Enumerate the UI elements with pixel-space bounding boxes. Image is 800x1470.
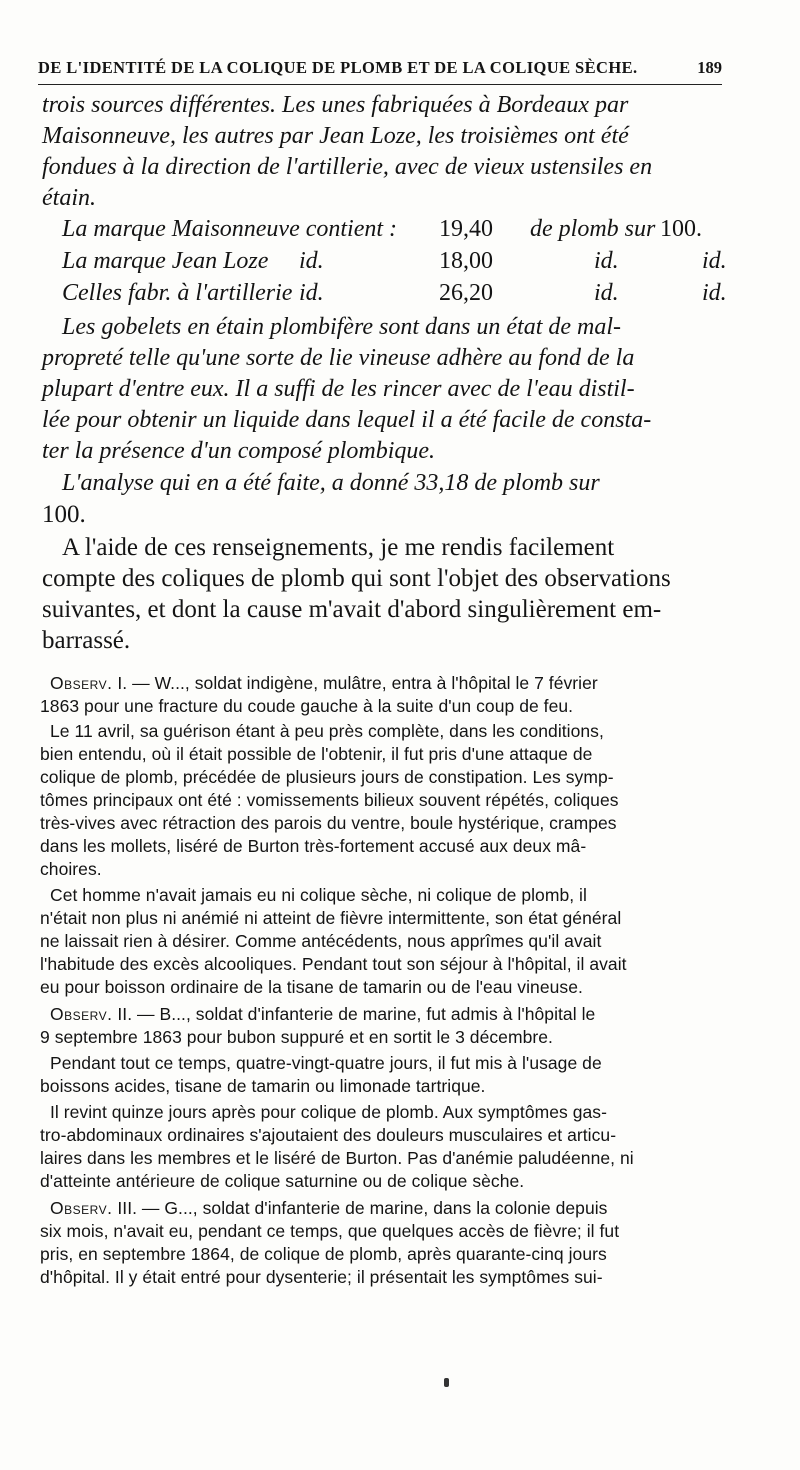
observation-text: III. — G..., soldat d'infanterie de marine, dans la colonie depuis <box>117 1198 608 1218</box>
observation-2-line: Pendant tout ce temps, quatre-vingt-quatre jours, il fut mis à l'usage de <box>50 1053 602 1073</box>
gobelets-line: propreté telle qu'une sorte de lie vineuse adhère au fond de la <box>42 345 635 371</box>
mark-label: La marque Maisonneuve contient : <box>62 216 398 242</box>
observation-text: II. — B..., soldat d'infanterie de marine, fut admis à l'hôpital le <box>117 1004 596 1024</box>
observation-2-line: d'atteinte antérieure de colique saturnine ou de colique sèche. <box>40 1171 525 1191</box>
gobelets-line: lée pour obtenir un liquide dans lequel il a été facile de consta- <box>42 407 652 433</box>
observation-2-line: 9 septembre 1863 pour bubon suppuré et en sortit le 3 décembre. <box>40 1027 553 1047</box>
observation-1-line: eu pour boisson ordinaire de la tisane de tamarin ou de l'eau vineuse. <box>40 977 583 997</box>
observation-2-line: boissons acides, tisane de tamarin ou limonade tartrique. <box>40 1076 486 1096</box>
observation-3-line: d'hôpital. Il y était entré pour dysenterie; il présentait les symptômes sui- <box>40 1267 603 1287</box>
mark-id: id. <box>299 280 324 306</box>
mark-id: id. <box>702 248 727 274</box>
analyse-line: L'analyse qui en a été faite, a donné 33,18 de plomb sur <box>62 470 600 496</box>
observation-1-line: l'habitude des excès alcooliques. Pendant tout son séjour à l'hôpital, il avait <box>40 954 627 974</box>
running-title: DE L'IDENTITÉ DE LA COLIQUE DE PLOMB ET DE LA COLIQUE SÈCHE. <box>38 58 638 77</box>
intro-line: Maisonneuve, les autres par Jean Loze, les troisièmes ont été <box>42 123 629 149</box>
mark-label: La marque Jean Loze <box>62 248 269 274</box>
intro-line: fondues à la direction de l'artillerie, avec de vieux ustensiles en <box>42 154 653 180</box>
mark-id: id. <box>299 248 324 274</box>
mark-unit: de plomb sur <box>530 216 656 242</box>
mark-id: id. <box>594 280 619 306</box>
observation-1-line: colique de plomb, précédée de plusieurs jours de constipation. Les symp- <box>40 767 614 787</box>
observation-1-line: dans les mollets, liséré de Burton très-fortement accusé aux deux mâ- <box>40 836 587 856</box>
analyse-line: 100. <box>42 501 86 528</box>
intro-line: trois sources différentes. Les unes fabriquées à Bordeaux par <box>42 92 629 118</box>
renseignements-line: barrassé. <box>42 627 131 654</box>
observation-1-line: très-vives avec rétraction des parois du ventre, boule hystérique, crampes <box>40 813 617 833</box>
mark-base: 100. <box>660 216 702 242</box>
observation-1-line: tômes principaux ont été : vomissements bilieux souvent répétés, coliques <box>40 790 619 810</box>
observation-1-line: 1863 pour une fracture du coude gauche à la suite d'un coup de feu. <box>40 696 574 716</box>
page-number: 189 <box>697 58 722 77</box>
gobelets-line: ter la présence d'un composé plombique. <box>42 438 436 464</box>
observation-1-line: Cet homme n'avait jamais eu ni colique sèche, ni colique de plomb, il <box>50 885 587 905</box>
observation-2-line: laires dans les membres et le liséré de Burton. Pas d'anémie paludéenne, ni <box>40 1148 634 1168</box>
running-header <box>38 50 722 85</box>
renseignements-line: suivantes, et dont la cause m'avait d'abord singulièrement em- <box>42 596 662 623</box>
observation-1-line <box>50 672 724 695</box>
renseignements-line: compte des coliques de plomb qui sont l'objet des observations <box>42 565 671 592</box>
observation-2-line <box>50 1003 724 1026</box>
observation-1-line: Le 11 avril, sa guérison étant à peu près complète, dans les conditions, <box>50 721 604 741</box>
observation-3-line <box>50 1197 724 1220</box>
mark-label: Celles fabr. à l'artillerie <box>62 280 293 306</box>
observation-1-line: bien entendu, où il était possible de l'obtenir, il fut pris d'une attaque de <box>40 744 593 764</box>
observation-1-line: n'était non plus ni anémié ni atteint de fièvre intermittente, son état général <box>40 908 622 928</box>
observation-2-line: Il revint quinze jours après pour colique de plomb. Aux symptômes gas- <box>50 1102 607 1122</box>
observation-label: Observ. <box>50 673 113 693</box>
gobelets-line: plupart d'entre eux. Il a suffi de les rincer avec de l'eau distil- <box>42 376 635 402</box>
observation-1-line: choires. <box>40 859 102 879</box>
observation-label: Observ. <box>50 1198 113 1218</box>
gobelets-line: Les gobelets en étain plombifère sont dans un état de mal- <box>62 314 622 340</box>
mark-id: id. <box>594 248 619 274</box>
mark-value: 18,00 <box>439 248 493 274</box>
observation-label: Observ. <box>50 1004 113 1024</box>
observation-3-line: six mois, n'avait eu, pendant ce temps, que quelques accès de fièvre; il fut <box>40 1221 620 1241</box>
observation-2-line: tro-abdominaux ordinaires s'ajoutaient des douleurs musculaires et articu- <box>40 1125 617 1145</box>
renseignements-line: A l'aide de ces renseignements, je me rendis facilement <box>62 534 615 561</box>
mark-value: 26,20 <box>439 280 493 306</box>
observation-text: I. — W..., soldat indigène, mulâtre, entra à l'hôpital le 7 février <box>117 673 598 693</box>
ink-mark <box>444 1378 449 1387</box>
intro-line: étain. <box>42 185 96 211</box>
observation-3-line: pris, en septembre 1864, de colique de plomb, après quarante-cinq jours <box>40 1244 607 1264</box>
mark-id: id. <box>702 280 727 306</box>
observation-1-line: ne laissait rien à désirer. Comme antécédents, nous apprîmes qu'il avait <box>40 931 602 951</box>
mark-value: 19,40 <box>439 216 493 242</box>
